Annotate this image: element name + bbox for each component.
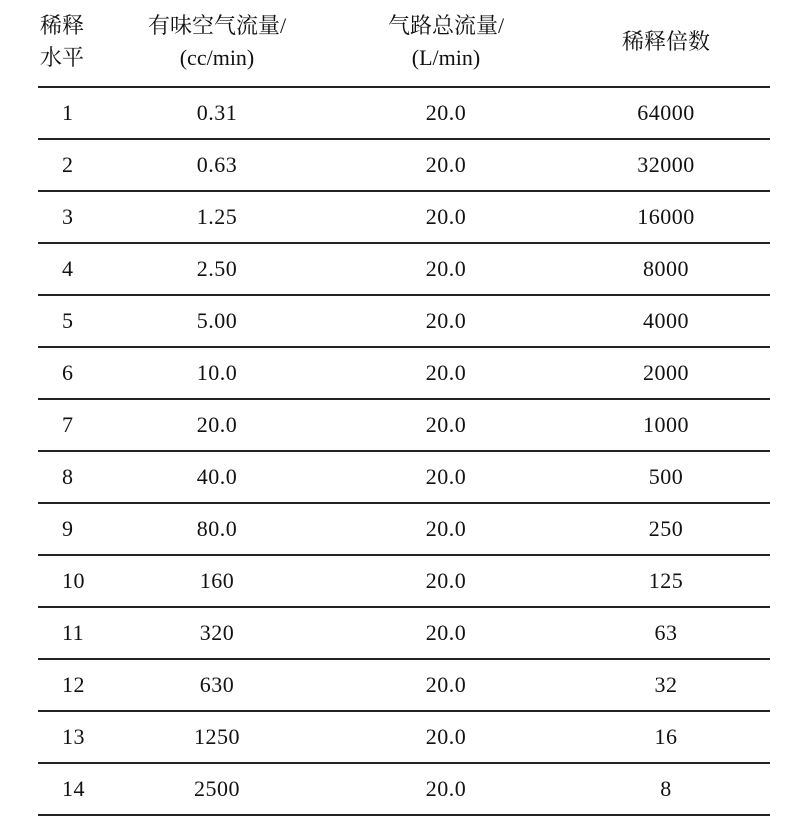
header-text: 稀释倍数 bbox=[621, 29, 710, 54]
cell-dilution-level: 6 bbox=[38, 347, 104, 399]
cell-total-flow: 20.0 bbox=[330, 295, 562, 347]
cell-odor-air-flow: 630 bbox=[104, 659, 330, 711]
table-row bbox=[38, 451, 770, 503]
cell-total-flow: 20.0 bbox=[330, 659, 562, 711]
cell-dilution-factor: 32000 bbox=[562, 139, 770, 191]
cell-dilution-factor: 16000 bbox=[562, 191, 770, 243]
cell-dilution-level: 3 bbox=[38, 191, 104, 243]
header-odor-air-flow bbox=[104, 0, 330, 87]
dilution-table bbox=[38, 0, 770, 816]
cell-odor-air-flow: 0.63 bbox=[104, 139, 330, 191]
cell-total-flow: 20.0 bbox=[330, 139, 562, 191]
cell-dilution-factor: 16 bbox=[562, 711, 770, 763]
cell-total-flow: 20.0 bbox=[330, 555, 562, 607]
cell-dilution-level: 8 bbox=[38, 451, 104, 503]
cell-dilution-level: 1 bbox=[38, 87, 104, 139]
cell-total-flow: 20.0 bbox=[330, 347, 562, 399]
table-row bbox=[38, 347, 770, 399]
table-row bbox=[38, 659, 770, 711]
cell-dilution-factor: 125 bbox=[562, 555, 770, 607]
cell-total-flow: 20.0 bbox=[330, 763, 562, 815]
cell-dilution-level: 4 bbox=[38, 243, 104, 295]
table-row bbox=[38, 763, 770, 815]
cell-odor-air-flow: 2.50 bbox=[104, 243, 330, 295]
header-total-flow bbox=[330, 0, 562, 87]
table-row bbox=[38, 243, 770, 295]
cell-dilution-factor: 63 bbox=[562, 607, 770, 659]
cell-odor-air-flow: 80.0 bbox=[104, 503, 330, 555]
cell-dilution-level: 5 bbox=[38, 295, 104, 347]
table-row bbox=[38, 87, 770, 139]
cell-total-flow: 20.0 bbox=[330, 607, 562, 659]
table-header bbox=[38, 0, 770, 87]
cell-odor-air-flow: 1.25 bbox=[104, 191, 330, 243]
cell-dilution-factor: 64000 bbox=[562, 87, 770, 139]
cell-dilution-factor: 8000 bbox=[562, 243, 770, 295]
table-row bbox=[38, 555, 770, 607]
cell-dilution-factor: 500 bbox=[562, 451, 770, 503]
table-row bbox=[38, 399, 770, 451]
cell-odor-air-flow: 2500 bbox=[104, 763, 330, 815]
cell-total-flow: 20.0 bbox=[330, 399, 562, 451]
cell-dilution-factor: 8 bbox=[562, 763, 770, 815]
cell-total-flow: 20.0 bbox=[330, 711, 562, 763]
cell-odor-air-flow: 160 bbox=[104, 555, 330, 607]
header-text: 有味空气流量/ bbox=[147, 13, 287, 38]
header-dilution-level bbox=[38, 0, 104, 87]
header-text: 气路总流量/ bbox=[387, 13, 505, 38]
cell-dilution-factor: 1000 bbox=[562, 399, 770, 451]
table-row bbox=[38, 503, 770, 555]
header-text: 水平 bbox=[40, 45, 85, 70]
header-row bbox=[38, 0, 770, 87]
cell-dilution-level: 12 bbox=[38, 659, 104, 711]
table-row bbox=[38, 191, 770, 243]
cell-total-flow: 20.0 bbox=[330, 87, 562, 139]
cell-dilution-level: 7 bbox=[38, 399, 104, 451]
table-row bbox=[38, 295, 770, 347]
cell-dilution-level: 10 bbox=[38, 555, 104, 607]
table-row bbox=[38, 139, 770, 191]
cell-odor-air-flow: 1250 bbox=[104, 711, 330, 763]
table-row bbox=[38, 607, 770, 659]
header-text: 稀释 bbox=[40, 13, 85, 38]
cell-total-flow: 20.0 bbox=[330, 191, 562, 243]
cell-total-flow: 20.0 bbox=[330, 503, 562, 555]
cell-dilution-factor: 4000 bbox=[562, 295, 770, 347]
cell-dilution-level: 2 bbox=[38, 139, 104, 191]
header-dilution-factor bbox=[562, 0, 770, 87]
cell-dilution-level: 9 bbox=[38, 503, 104, 555]
cell-odor-air-flow: 10.0 bbox=[104, 347, 330, 399]
cell-odor-air-flow: 320 bbox=[104, 607, 330, 659]
cell-total-flow: 20.0 bbox=[330, 243, 562, 295]
cell-odor-air-flow: 5.00 bbox=[104, 295, 330, 347]
header-text: (L/min) bbox=[411, 45, 481, 70]
cell-dilution-level: 11 bbox=[38, 607, 104, 659]
header-text: (cc/min) bbox=[179, 45, 255, 70]
cell-dilution-factor: 2000 bbox=[562, 347, 770, 399]
cell-odor-air-flow: 0.31 bbox=[104, 87, 330, 139]
cell-dilution-factor: 250 bbox=[562, 503, 770, 555]
cell-dilution-level: 14 bbox=[38, 763, 104, 815]
cell-odor-air-flow: 20.0 bbox=[104, 399, 330, 451]
cell-odor-air-flow: 40.0 bbox=[104, 451, 330, 503]
table-body bbox=[38, 87, 770, 815]
table-row bbox=[38, 711, 770, 763]
cell-dilution-level: 13 bbox=[38, 711, 104, 763]
cell-total-flow: 20.0 bbox=[330, 451, 562, 503]
cell-dilution-factor: 32 bbox=[562, 659, 770, 711]
